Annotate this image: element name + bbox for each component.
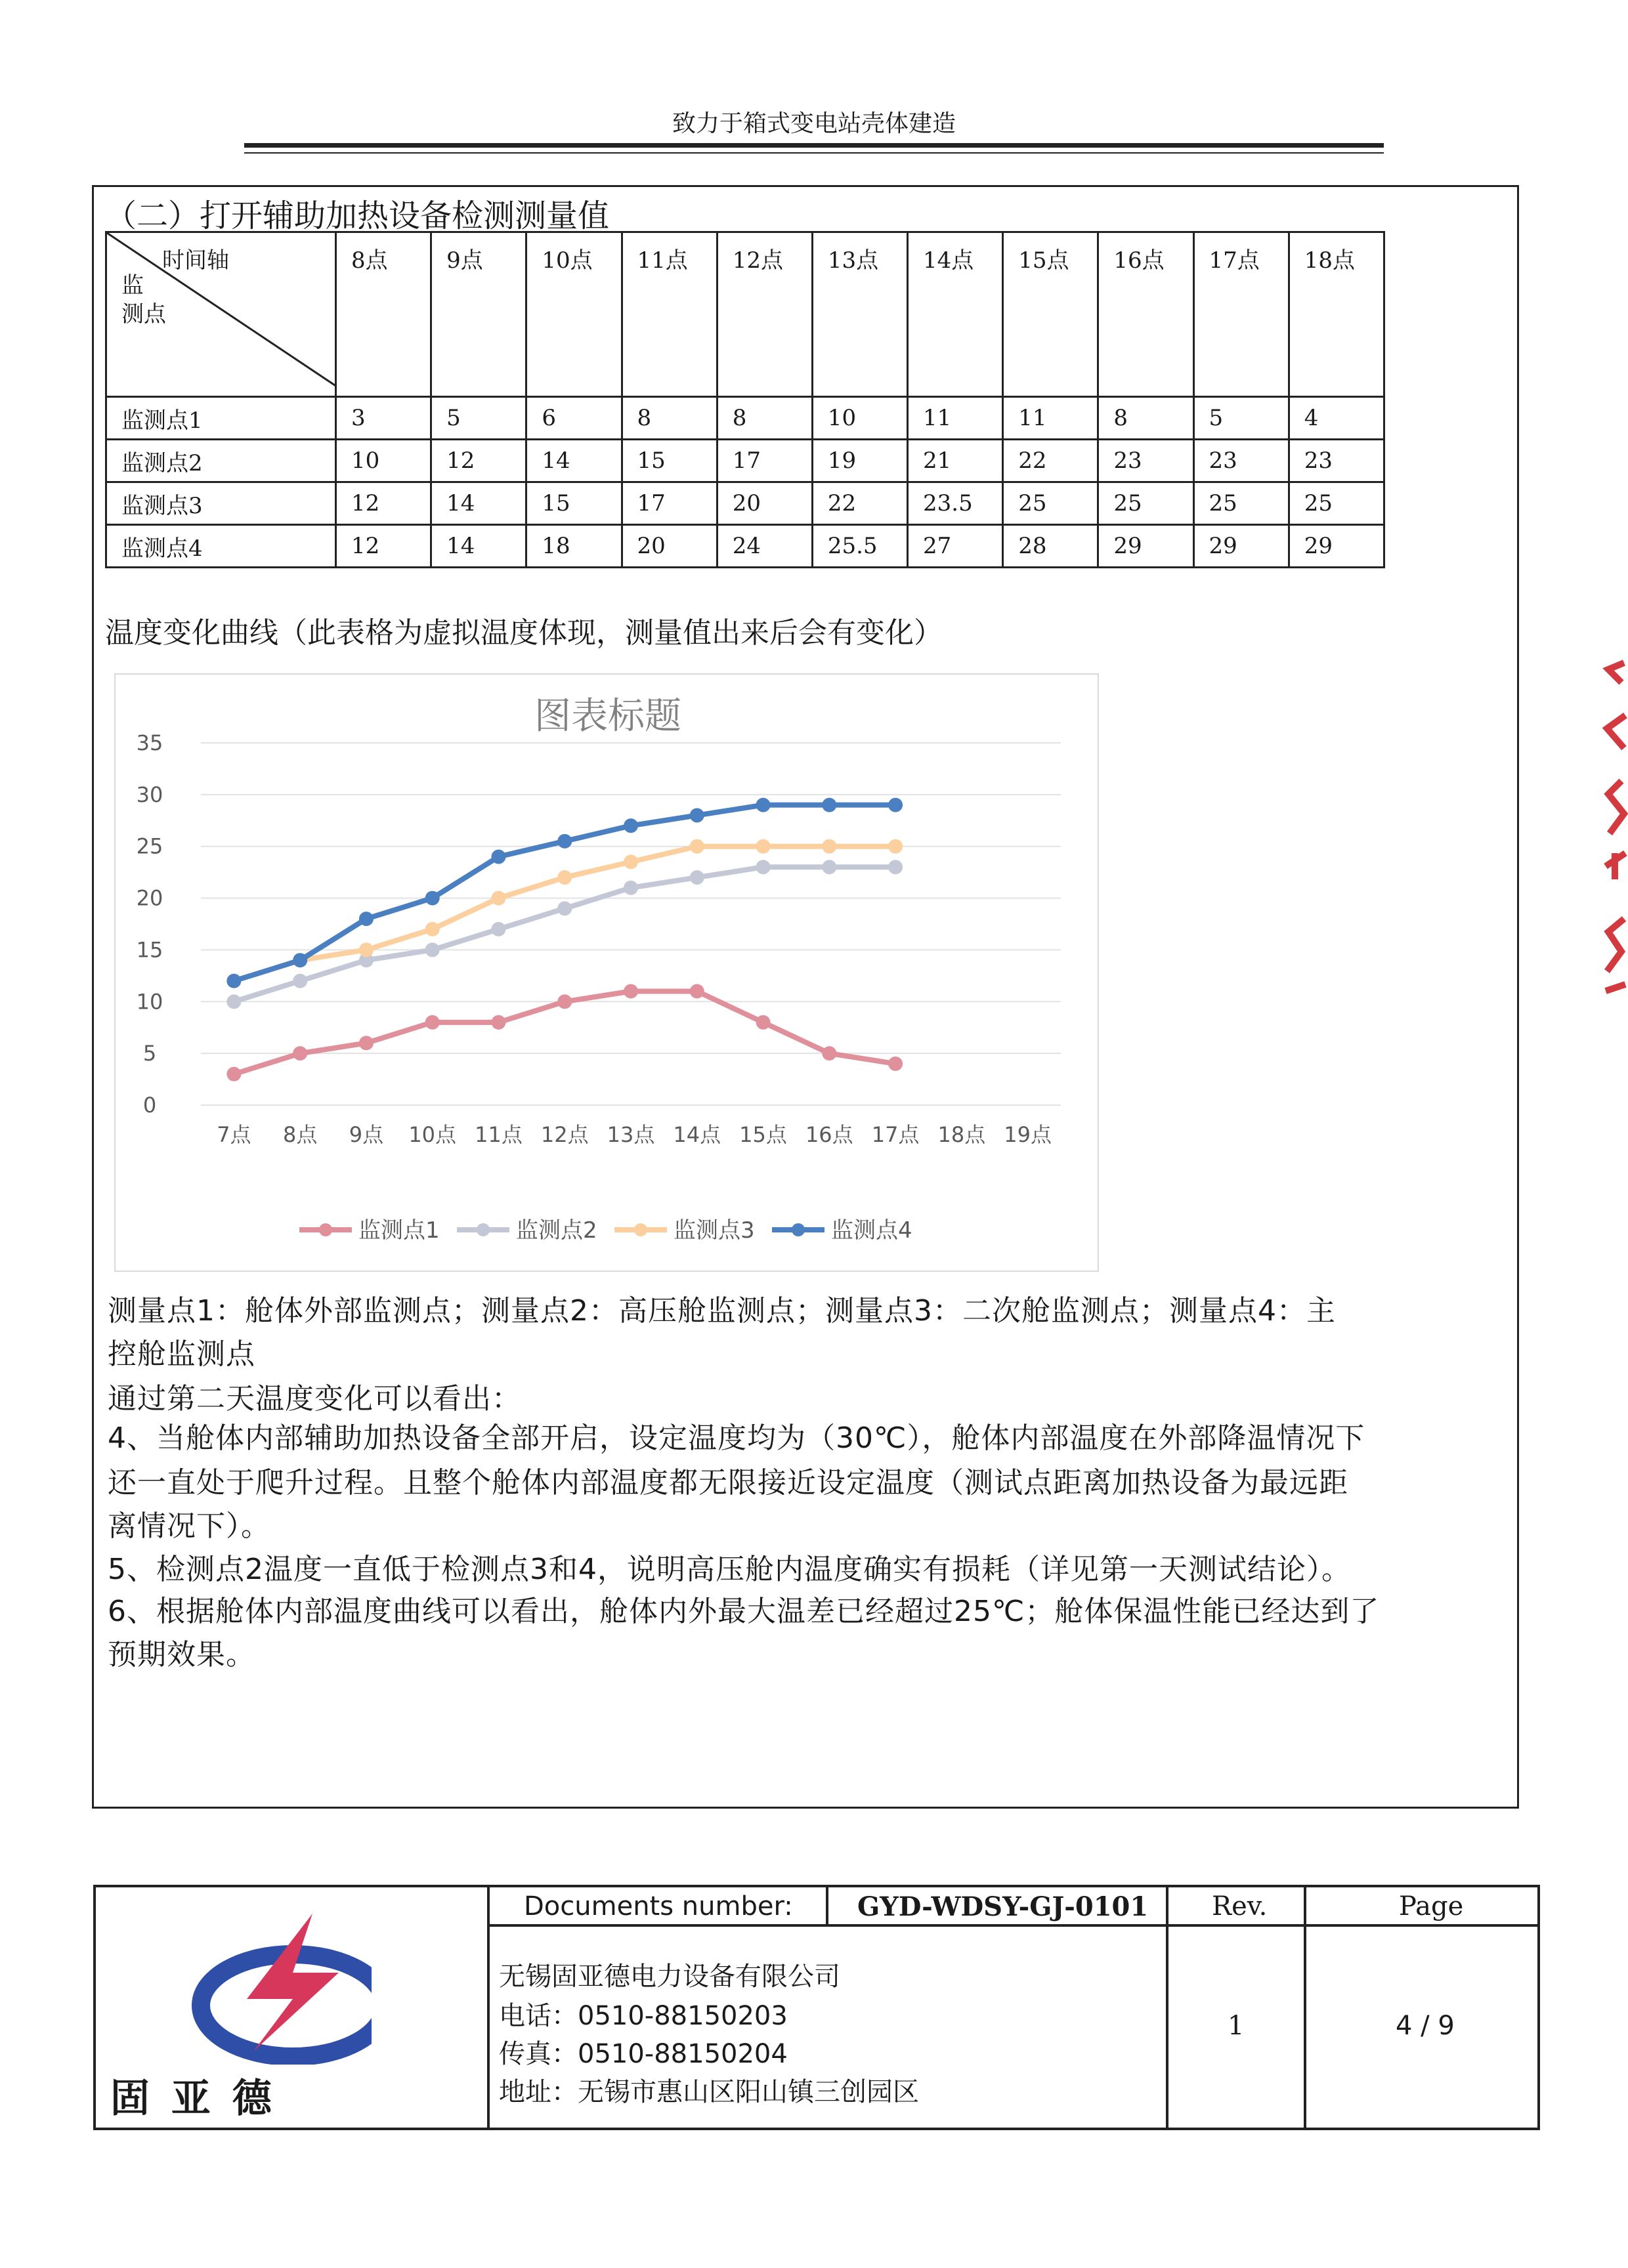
row-label: 监测点2 [106, 440, 336, 482]
table-cell: 12 [336, 482, 431, 525]
table-cell: 14 [526, 440, 622, 482]
hour-header: 17点 [1193, 232, 1289, 397]
rev-label: Rev. [1212, 1891, 1268, 1922]
x-tick-label: 17点 [871, 1122, 920, 1147]
table-corner-cell [106, 232, 336, 397]
data-point [557, 994, 572, 1009]
table-cell: 19 [812, 440, 907, 482]
data-point [226, 974, 241, 988]
rev-value: 1 [1228, 2011, 1245, 2041]
data-point [822, 839, 836, 854]
x-tick-label: 8点 [282, 1122, 318, 1147]
y-tick-label: 10 [136, 989, 163, 1015]
table-cell: 20 [622, 525, 717, 568]
logo-text: 固 亚 德 [110, 2076, 276, 2122]
data-point [690, 984, 704, 999]
table-cell: 25.5 [812, 525, 907, 568]
data-point [624, 818, 638, 833]
series-path [234, 867, 895, 1001]
paragraph-line: 6、根据舱体内部温度曲线可以看出，舱体内外最大温差已经超过25℃；舱体保温性能已经达到了 [108, 1595, 1380, 1628]
x-tick-label: 16点 [805, 1122, 853, 1147]
x-tick-label: 14点 [673, 1122, 721, 1147]
data-point [226, 994, 241, 1009]
data-point [425, 891, 440, 906]
data-point [491, 922, 505, 936]
table-cell: 12 [336, 525, 431, 568]
hour-header: 14点 [908, 232, 1003, 397]
legend-label: 监测点1 [358, 1217, 440, 1244]
x-tick-label: 10点 [408, 1122, 457, 1147]
chart-caption: 温度变化曲线（此表格为虚拟温度体现，测量值出来后会有变化） [105, 616, 943, 650]
series-line-4 [226, 798, 903, 988]
paragraph-line: 测量点1：舱体外部监测点；测量点2：高压舱监测点；测量点3：二次舱监测点；测量点4：主 [108, 1294, 1336, 1328]
x-tick-label: 12点 [540, 1122, 589, 1147]
table-cell: 18 [526, 525, 622, 568]
paragraph-line: 4、当舱体内部辅助加热设备全部开启，设定温度均为（30℃），舱体内部温度在外部降温情况下 [108, 1421, 1365, 1455]
table-cell: 25 [1003, 482, 1098, 525]
table-cell: 29 [1098, 525, 1193, 568]
data-point [557, 870, 572, 885]
table-cell: 12 [431, 440, 526, 482]
legend-label: 监测点4 [831, 1217, 912, 1244]
hour-header: 12点 [717, 232, 812, 397]
data-point [756, 1015, 771, 1030]
table-cell: 24 [717, 525, 812, 568]
table-row [106, 525, 1384, 568]
hour-header: 11点 [622, 232, 717, 397]
hour-header: 9点 [431, 232, 526, 397]
data-point [756, 839, 771, 854]
table-cell: 29 [1193, 525, 1289, 568]
data-point [359, 912, 374, 926]
table-header-row [106, 232, 1384, 397]
data-point [293, 1046, 307, 1060]
data-point [690, 870, 704, 885]
data-point [491, 891, 505, 906]
legend-entry [457, 1217, 597, 1244]
y-tick-label: 25 [136, 833, 163, 859]
legend-marker [634, 1223, 647, 1236]
legend-entry [772, 1217, 912, 1244]
table-cell: 25 [1289, 482, 1384, 525]
table-cell: 22 [1003, 440, 1098, 482]
table-cell: 8 [1098, 397, 1193, 440]
table-cell: 23 [1098, 440, 1193, 482]
data-point [491, 1015, 505, 1030]
y-tick-label: 30 [136, 782, 163, 807]
table-cell: 17 [717, 440, 812, 482]
legend-marker [477, 1223, 490, 1236]
paragraph-line: 还一直处于爬升过程。且整个舱体内部温度都无限接近设定温度（测试点距离加热设备为最远距 [108, 1466, 1348, 1500]
legend-label: 监测点3 [674, 1217, 755, 1244]
data-point [624, 854, 638, 869]
measurement-table [105, 231, 1385, 568]
table-cell: 22 [812, 482, 907, 525]
x-tick-label: 18点 [937, 1122, 986, 1147]
data-point [756, 860, 771, 874]
table-cell: 25 [1098, 482, 1193, 525]
y-tick-label: 5 [142, 1041, 157, 1066]
table-cell: 11 [1003, 397, 1098, 440]
data-point [822, 1046, 836, 1060]
table-cell: 14 [431, 525, 526, 568]
hour-header: 13点 [812, 232, 907, 397]
table-cell: 3 [336, 397, 431, 440]
chart-title: 图表标题 [534, 695, 681, 738]
table-cell: 20 [717, 482, 812, 525]
red-seal-fragment [1602, 656, 1628, 998]
paragraph-line: 5、检测点2温度一直低于检测点3和4，说明高压舱内温度确实有损耗（详见第一天测试结论）。 [108, 1553, 1351, 1586]
company-logo [96, 1900, 372, 2065]
y-tick-label: 15 [136, 937, 163, 963]
table-cell: 10 [336, 440, 431, 482]
data-point [756, 798, 771, 812]
hour-header: 15点 [1003, 232, 1098, 397]
row-label: 监测点1 [106, 397, 336, 440]
data-point [425, 1015, 440, 1030]
table-cell: 15 [526, 482, 622, 525]
data-point [557, 901, 572, 915]
data-point [888, 839, 903, 854]
data-point [822, 798, 836, 812]
x-tick-label: 13点 [607, 1122, 655, 1147]
data-point [425, 922, 440, 936]
header-rule-thick [244, 143, 1384, 148]
data-point [624, 881, 638, 895]
paragraph-line: 预期效果。 [108, 1638, 255, 1671]
legend-label: 监测点2 [516, 1217, 597, 1244]
table-cell: 15 [622, 440, 717, 482]
section-title: （二）打开辅助加热设备检测测量值 [105, 198, 610, 234]
table-cell: 17 [622, 482, 717, 525]
hour-header: 18点 [1289, 232, 1384, 397]
company-address: 地址：无锡市惠山区阳山镇三创园区 [499, 2077, 919, 2107]
table-row [106, 482, 1384, 525]
data-point [690, 839, 704, 854]
data-point [359, 942, 374, 957]
table-cell: 8 [717, 397, 812, 440]
table-cell: 4 [1289, 397, 1384, 440]
data-point [359, 1036, 374, 1050]
paragraph-line: 控舱监测点 [108, 1337, 255, 1371]
table-cell: 8 [622, 397, 717, 440]
table-cell: 14 [431, 482, 526, 525]
header-title: 致力于箱式变电站壳体建造 [672, 110, 956, 137]
table-cell: 11 [908, 397, 1003, 440]
x-tick-label: 11点 [475, 1122, 523, 1147]
page-value: 4 / 9 [1396, 2011, 1455, 2041]
data-point [690, 808, 704, 822]
data-point [822, 860, 836, 874]
hour-header: 10点 [526, 232, 622, 397]
hour-header: 16点 [1098, 232, 1193, 397]
y-tick-label: 0 [142, 1093, 157, 1118]
corner-label-monitor-2: 测点 [121, 301, 166, 327]
data-point [888, 798, 903, 812]
table-cell: 5 [1193, 397, 1289, 440]
legend-entry [299, 1217, 440, 1244]
legend-entry [614, 1217, 755, 1244]
table-cell: 10 [812, 397, 907, 440]
series-line-1 [226, 984, 903, 1082]
x-tick-label: 15点 [739, 1122, 787, 1147]
table-cell: 27 [908, 525, 1003, 568]
table-cell: 23 [1289, 440, 1384, 482]
data-point [624, 984, 638, 999]
company-name: 无锡固亚德电力设备有限公司 [499, 1962, 840, 1992]
x-tick-label: 9点 [349, 1122, 384, 1147]
data-point [425, 942, 440, 957]
table-cell: 29 [1289, 525, 1384, 568]
corner-label-time-axis: 时间轴 [162, 247, 229, 274]
data-point [888, 860, 903, 874]
x-tick-label: 7点 [217, 1122, 251, 1147]
footer-frame [93, 1885, 1540, 2130]
company-fax: 传真：0510-88150204 [499, 2039, 788, 2069]
company-phone: 电话：0510-88150203 [499, 2001, 788, 2031]
temperature-chart [114, 673, 1099, 1272]
row-label: 监测点3 [106, 482, 336, 525]
row-label: 监测点4 [106, 525, 336, 568]
table-cell: 28 [1003, 525, 1098, 568]
legend-marker [319, 1223, 332, 1236]
data-point [888, 1057, 903, 1071]
hour-header: 8点 [336, 232, 431, 397]
paragraph-line: 通过第二天温度变化可以看出： [108, 1382, 521, 1416]
docnum-label: Documents number: [524, 1891, 793, 1922]
y-tick-label: 20 [136, 885, 163, 911]
paragraph-line: 离情况下）。 [108, 1509, 270, 1543]
table-cell: 6 [526, 397, 622, 440]
table-row [106, 397, 1384, 440]
data-point [293, 953, 307, 967]
table-cell: 23 [1193, 440, 1289, 482]
lightning-bolt-icon [247, 1914, 339, 2051]
legend-marker [792, 1223, 805, 1236]
table-cell: 5 [431, 397, 526, 440]
chart-canvas [116, 675, 1100, 1273]
data-point [491, 849, 505, 864]
data-point [226, 1067, 241, 1082]
table-cell: 23.5 [908, 482, 1003, 525]
data-point [293, 974, 307, 988]
page-label: Page [1399, 1891, 1464, 1922]
table-cell: 21 [908, 440, 1003, 482]
data-point [557, 834, 572, 849]
x-tick-label: 19点 [1004, 1122, 1052, 1147]
table-cell: 25 [1193, 482, 1289, 525]
y-tick-label: 35 [136, 730, 163, 755]
header-rule-thin [244, 152, 1384, 154]
corner-label-monitor-1: 监 [121, 272, 144, 299]
docnum-value: GYD-WDSY-GJ-0101 [857, 1891, 1149, 1922]
table-row [106, 440, 1384, 482]
